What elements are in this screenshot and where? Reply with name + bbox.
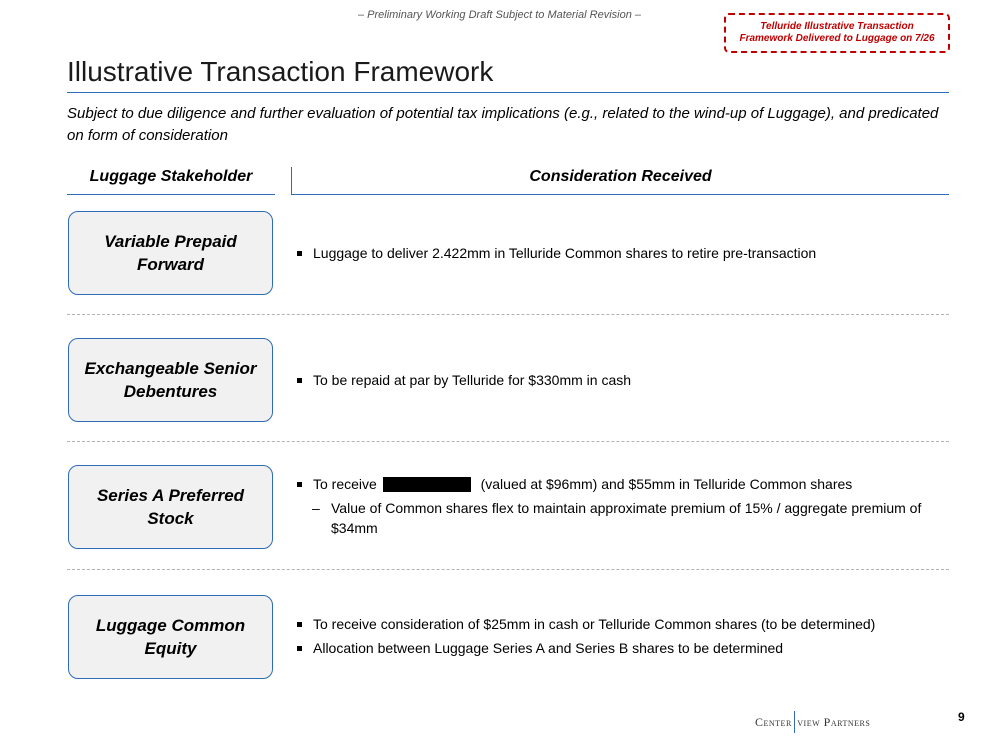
bullet-item: To receive consideration of $25mm in cash or Telluride Common shares (to be determined) — [295, 614, 945, 634]
delivery-stamp — [724, 13, 950, 53]
logo-text-left: Center — [755, 714, 792, 729]
stamp-line-2: Framework Delivered to Luggage on 7/26 — [739, 33, 935, 44]
stakeholder-box-variable-prepaid-forward: Variable Prepaid Forward — [68, 211, 273, 295]
stakeholder-box-luggage-common-equity: Luggage Common Equity — [68, 595, 273, 679]
stakeholder-box-series-a-preferred-stock: Series A Preferred Stock — [68, 465, 273, 549]
row-separator — [67, 569, 949, 570]
bullet-item: To be repaid at par by Telluride for $330mm in cash — [295, 370, 945, 390]
page-number: 9 — [958, 710, 965, 724]
bullet-prefix: To receive — [313, 476, 377, 492]
draft-notice: – Preliminary Working Draft Subject to Material Revision – — [357, 9, 642, 21]
header-column-divider — [291, 167, 292, 195]
page-title: Illustrative Transaction Framework — [67, 56, 494, 87]
logo-text-right: view Partners — [797, 714, 871, 729]
sub-bullet-item — [295, 498, 945, 538]
bullet-suffix: (valued at $96mm) and $55mm in Telluride Common shares — [480, 476, 853, 492]
consideration-variable-prepaid-forward — [295, 243, 945, 267]
bullet-item: Luggage to deliver 2.422mm in Telluride Common shares to retire pre-transaction — [295, 243, 945, 263]
column-header-consideration: Consideration Received — [529, 168, 712, 185]
consideration-luggage-common-equity — [295, 614, 945, 662]
dash-marker: – — [312, 500, 320, 516]
page-subtitle: Subject to due diligence and further evaluation of potential tax implications (e.g., related to the wind-up of Luggage), and predicated on form of consideration — [67, 105, 939, 144]
consideration-exchangeable-senior-debentures — [295, 370, 945, 394]
sub-bullet-text: Value of Common shares flex to maintain approximate premium of 15% / aggregate premium of $34mm — [331, 500, 922, 536]
stamp-line-1: Telluride Illustrative Transaction — [760, 21, 914, 32]
row-separator — [67, 441, 949, 442]
title-divider — [67, 92, 949, 93]
column-header-stakeholder: Luggage Stakeholder — [89, 168, 253, 185]
company-logo — [755, 711, 870, 733]
logo-bar — [794, 711, 796, 733]
bullet-item — [295, 474, 945, 494]
row-separator — [67, 314, 949, 315]
stakeholder-box-exchangeable-senior-debentures: Exchangeable Senior Debentures — [68, 338, 273, 422]
header-underline-left — [67, 194, 275, 195]
header-underline-right — [292, 194, 949, 195]
bullet-item: Allocation between Luggage Series A and Series B shares to be determined — [295, 638, 945, 658]
consideration-series-a-preferred-stock — [295, 474, 945, 538]
redaction-block — [383, 477, 471, 492]
